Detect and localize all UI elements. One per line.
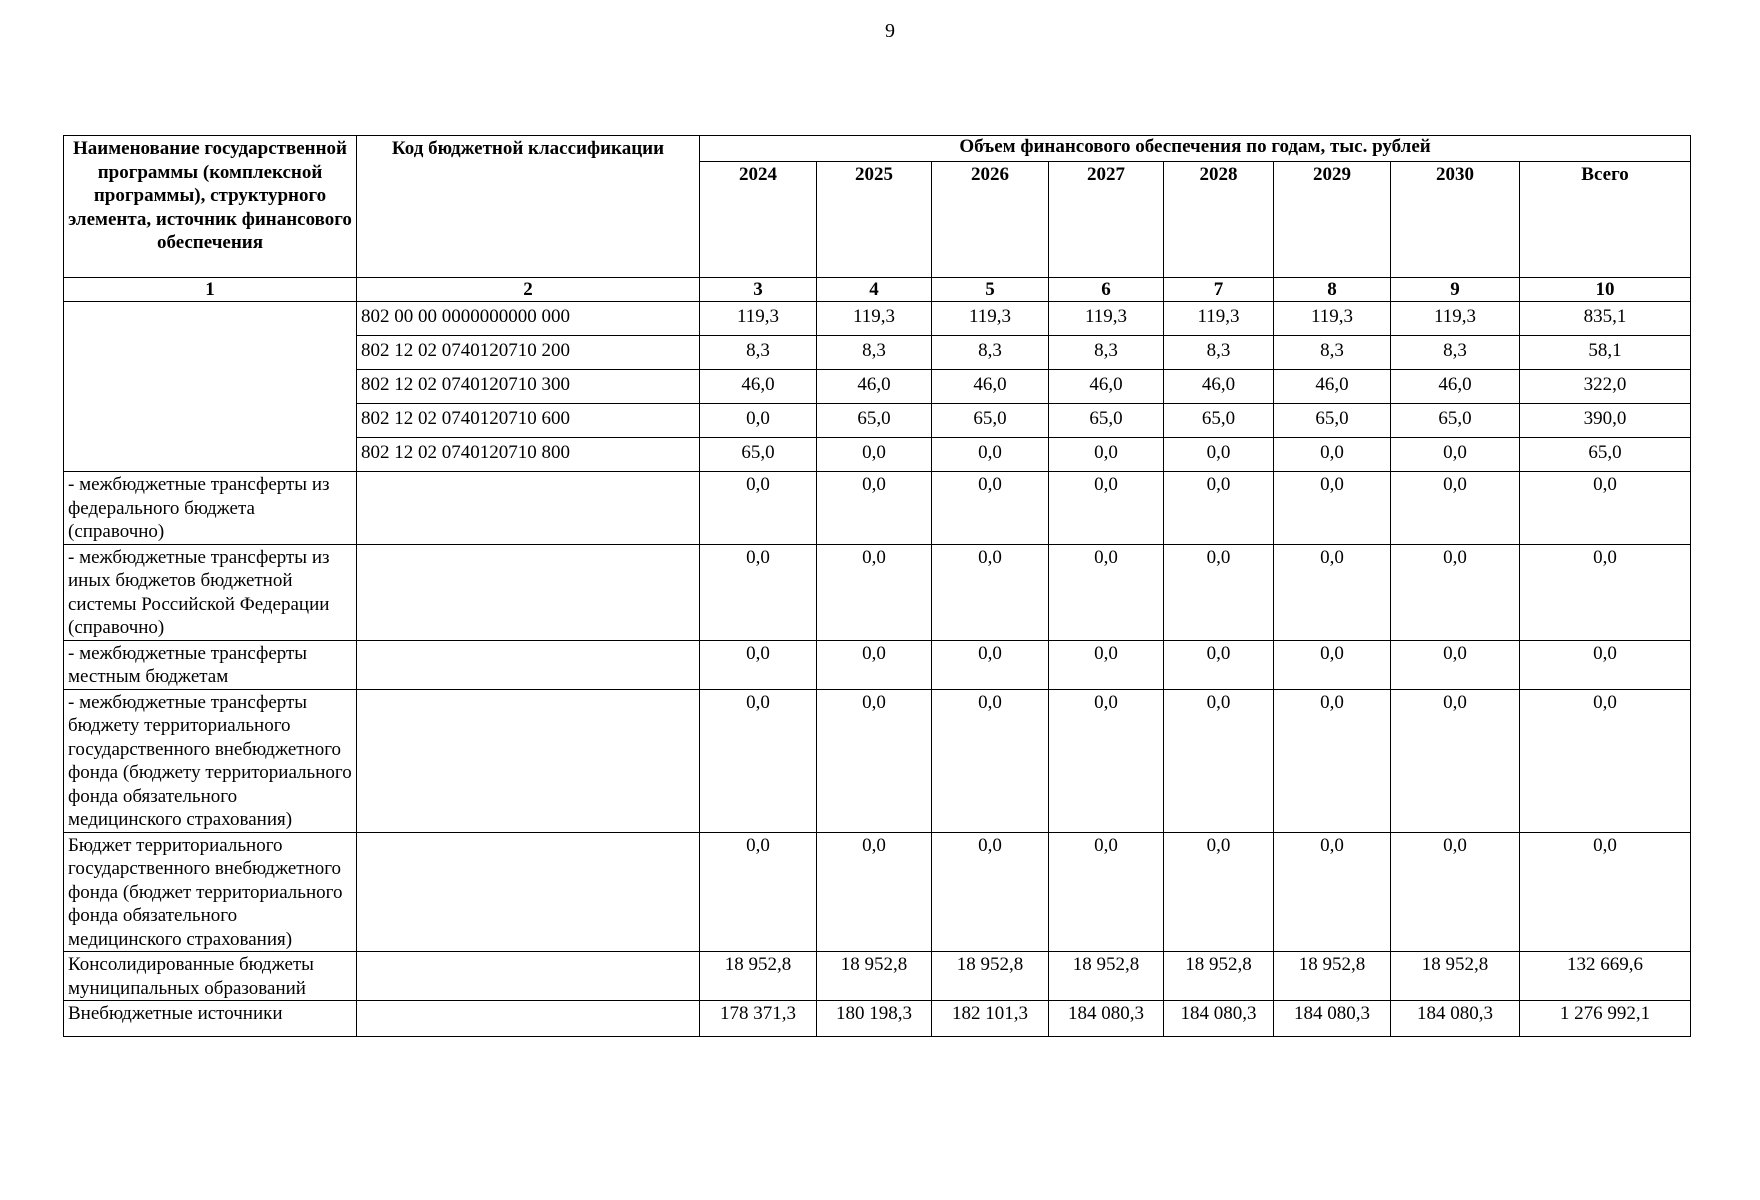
value-cell: 18 952,8 bbox=[700, 952, 817, 1001]
volume-group-header: Объем финансового обеспечения по годам, тыс. рублей bbox=[700, 136, 1691, 162]
value-cell: 119,3 bbox=[1049, 302, 1164, 336]
value-cell: 8,3 bbox=[1049, 336, 1164, 370]
column-number: 2 bbox=[357, 278, 700, 302]
source-name-cell: Бюджет территориального государственного внебюджетного фонда (бюджет территориального фонда обязательного медицинского страхования) bbox=[64, 832, 357, 952]
value-cell: 119,3 bbox=[1274, 302, 1391, 336]
name-cell-empty bbox=[64, 302, 357, 472]
value-cell: 0,0 bbox=[1049, 689, 1164, 832]
year-header: 2029 bbox=[1274, 162, 1391, 278]
value-cell: 182 101,3 bbox=[932, 1001, 1049, 1037]
value-cell: 65,0 bbox=[1049, 404, 1164, 438]
total-header: Всего bbox=[1520, 162, 1691, 278]
value-cell: 65,0 bbox=[1164, 404, 1274, 438]
value-cell: 65,0 bbox=[700, 438, 817, 472]
value-cell: 8,3 bbox=[1274, 336, 1391, 370]
table-row bbox=[64, 302, 1691, 336]
value-cell: 65,0 bbox=[1391, 404, 1520, 438]
value-cell: 8,3 bbox=[1164, 336, 1274, 370]
value-cell: 0,0 bbox=[1274, 472, 1391, 545]
total-cell: 132 669,6 bbox=[1520, 952, 1691, 1001]
value-cell: 119,3 bbox=[1164, 302, 1274, 336]
total-cell: 0,0 bbox=[1520, 472, 1691, 545]
total-cell: 1 276 992,1 bbox=[1520, 1001, 1691, 1037]
value-cell: 18 952,8 bbox=[1391, 952, 1520, 1001]
value-cell: 0,0 bbox=[700, 832, 817, 952]
total-cell: 835,1 bbox=[1520, 302, 1691, 336]
value-cell: 0,0 bbox=[817, 689, 932, 832]
value-cell: 18 952,8 bbox=[817, 952, 932, 1001]
name-column-header: Наименование государственной программы (комплексной программы), структурного элемента, источник финансового обеспечения bbox=[64, 136, 357, 278]
budget-code-cell bbox=[357, 472, 700, 545]
value-cell: 0,0 bbox=[932, 689, 1049, 832]
value-cell: 8,3 bbox=[932, 336, 1049, 370]
column-number: 4 bbox=[817, 278, 932, 302]
value-cell: 65,0 bbox=[1274, 404, 1391, 438]
value-cell: 0,0 bbox=[700, 404, 817, 438]
budget-code-cell: 802 12 02 0740120710 200 bbox=[357, 336, 700, 370]
column-number: 3 bbox=[700, 278, 817, 302]
value-cell: 0,0 bbox=[1164, 544, 1274, 640]
source-name-cell: - межбюджетные трансферты из федерального бюджета (справочно) bbox=[64, 472, 357, 545]
header-row-group bbox=[64, 136, 1691, 162]
source-name-cell: - межбюджетные трансферты местным бюджетам bbox=[64, 640, 357, 689]
column-number: 9 bbox=[1391, 278, 1520, 302]
value-cell: 46,0 bbox=[932, 370, 1049, 404]
value-cell: 0,0 bbox=[1049, 544, 1164, 640]
value-cell: 0,0 bbox=[700, 689, 817, 832]
total-cell: 0,0 bbox=[1520, 640, 1691, 689]
value-cell: 119,3 bbox=[700, 302, 817, 336]
total-cell: 0,0 bbox=[1520, 832, 1691, 952]
budget-code-cell: 802 12 02 0740120710 600 bbox=[357, 404, 700, 438]
column-number: 1 bbox=[64, 278, 357, 302]
value-cell: 184 080,3 bbox=[1391, 1001, 1520, 1037]
value-cell: 0,0 bbox=[817, 438, 932, 472]
column-number: 5 bbox=[932, 278, 1049, 302]
table-row bbox=[64, 640, 1691, 689]
value-cell: 0,0 bbox=[817, 544, 932, 640]
value-cell: 119,3 bbox=[817, 302, 932, 336]
value-cell: 65,0 bbox=[817, 404, 932, 438]
value-cell: 0,0 bbox=[1391, 472, 1520, 545]
year-header: 2024 bbox=[700, 162, 817, 278]
budget-code-cell: 802 12 02 0740120710 800 bbox=[357, 438, 700, 472]
code-column-header: Код бюджетной классификации bbox=[357, 136, 700, 278]
value-cell: 8,3 bbox=[700, 336, 817, 370]
value-cell: 0,0 bbox=[1164, 640, 1274, 689]
value-cell: 46,0 bbox=[1049, 370, 1164, 404]
year-header: 2027 bbox=[1049, 162, 1164, 278]
value-cell: 46,0 bbox=[817, 370, 932, 404]
source-name-cell: Внебюджетные источники bbox=[64, 1001, 357, 1037]
value-cell: 18 952,8 bbox=[1164, 952, 1274, 1001]
budget-code-cell bbox=[357, 832, 700, 952]
value-cell: 65,0 bbox=[932, 404, 1049, 438]
value-cell: 18 952,8 bbox=[1049, 952, 1164, 1001]
value-cell: 0,0 bbox=[1391, 438, 1520, 472]
year-header: 2028 bbox=[1164, 162, 1274, 278]
budget-code-cell bbox=[357, 689, 700, 832]
value-cell: 0,0 bbox=[1164, 438, 1274, 472]
value-cell: 0,0 bbox=[1049, 472, 1164, 545]
value-cell: 0,0 bbox=[817, 640, 932, 689]
page-number: 9 bbox=[885, 20, 895, 42]
value-cell: 0,0 bbox=[1274, 640, 1391, 689]
value-cell: 0,0 bbox=[1274, 438, 1391, 472]
total-cell: 0,0 bbox=[1520, 544, 1691, 640]
value-cell: 0,0 bbox=[1391, 832, 1520, 952]
budget-code-cell: 802 12 02 0740120710 300 bbox=[357, 370, 700, 404]
value-cell: 0,0 bbox=[817, 472, 932, 545]
column-number-row bbox=[64, 278, 1691, 302]
total-cell: 58,1 bbox=[1520, 336, 1691, 370]
budget-code-cell: 802 00 00 0000000000 000 bbox=[357, 302, 700, 336]
value-cell: 46,0 bbox=[700, 370, 817, 404]
value-cell: 0,0 bbox=[1391, 689, 1520, 832]
year-header: 2025 bbox=[817, 162, 932, 278]
column-number: 6 bbox=[1049, 278, 1164, 302]
source-name-cell: - межбюджетные трансферты бюджету территориального государственного внебюджетного фонда (бюджету территориального фонда обязательного медицинского страхования) bbox=[64, 689, 357, 832]
year-header: 2030 bbox=[1391, 162, 1520, 278]
financing-table bbox=[63, 135, 1691, 1037]
value-cell: 0,0 bbox=[700, 640, 817, 689]
year-header: 2026 bbox=[932, 162, 1049, 278]
value-cell: 119,3 bbox=[932, 302, 1049, 336]
value-cell: 18 952,8 bbox=[1274, 952, 1391, 1001]
value-cell: 0,0 bbox=[1391, 640, 1520, 689]
value-cell: 0,0 bbox=[932, 438, 1049, 472]
value-cell: 46,0 bbox=[1164, 370, 1274, 404]
value-cell: 0,0 bbox=[932, 544, 1049, 640]
value-cell: 0,0 bbox=[932, 472, 1049, 545]
source-name-cell: - межбюджетные трансферты из иных бюджетов бюджетной системы Российской Федерации (справочно) bbox=[64, 544, 357, 640]
value-cell: 46,0 bbox=[1391, 370, 1520, 404]
table-row bbox=[64, 544, 1691, 640]
value-cell: 119,3 bbox=[1391, 302, 1520, 336]
value-cell: 0,0 bbox=[1049, 438, 1164, 472]
budget-code-cell bbox=[357, 1001, 700, 1037]
column-number: 7 bbox=[1164, 278, 1274, 302]
total-cell: 65,0 bbox=[1520, 438, 1691, 472]
value-cell: 0,0 bbox=[700, 544, 817, 640]
table-row bbox=[64, 1001, 1691, 1037]
column-number: 8 bbox=[1274, 278, 1391, 302]
value-cell: 0,0 bbox=[1164, 689, 1274, 832]
column-number: 10 bbox=[1520, 278, 1691, 302]
table-row bbox=[64, 952, 1691, 1001]
value-cell: 0,0 bbox=[700, 472, 817, 545]
value-cell: 0,0 bbox=[1274, 832, 1391, 952]
budget-code-cell bbox=[357, 640, 700, 689]
value-cell: 0,0 bbox=[1049, 832, 1164, 952]
table-row bbox=[64, 832, 1691, 952]
value-cell: 184 080,3 bbox=[1049, 1001, 1164, 1037]
value-cell: 18 952,8 bbox=[932, 952, 1049, 1001]
value-cell: 184 080,3 bbox=[1274, 1001, 1391, 1037]
source-name-cell: Консолидированные бюджеты муниципальных образований bbox=[64, 952, 357, 1001]
value-cell: 0,0 bbox=[1049, 640, 1164, 689]
value-cell: 0,0 bbox=[1391, 544, 1520, 640]
value-cell: 178 371,3 bbox=[700, 1001, 817, 1037]
total-cell: 390,0 bbox=[1520, 404, 1691, 438]
value-cell: 180 198,3 bbox=[817, 1001, 932, 1037]
table-row bbox=[64, 689, 1691, 832]
value-cell: 0,0 bbox=[1274, 544, 1391, 640]
total-cell: 322,0 bbox=[1520, 370, 1691, 404]
value-cell: 0,0 bbox=[1164, 472, 1274, 545]
value-cell: 0,0 bbox=[1274, 689, 1391, 832]
value-cell: 8,3 bbox=[1391, 336, 1520, 370]
value-cell: 0,0 bbox=[817, 832, 932, 952]
budget-code-cell bbox=[357, 952, 700, 1001]
value-cell: 0,0 bbox=[932, 640, 1049, 689]
total-cell: 0,0 bbox=[1520, 689, 1691, 832]
value-cell: 46,0 bbox=[1274, 370, 1391, 404]
table-row bbox=[64, 472, 1691, 545]
value-cell: 184 080,3 bbox=[1164, 1001, 1274, 1037]
value-cell: 0,0 bbox=[1164, 832, 1274, 952]
value-cell: 8,3 bbox=[817, 336, 932, 370]
value-cell: 0,0 bbox=[932, 832, 1049, 952]
budget-code-cell bbox=[357, 544, 700, 640]
